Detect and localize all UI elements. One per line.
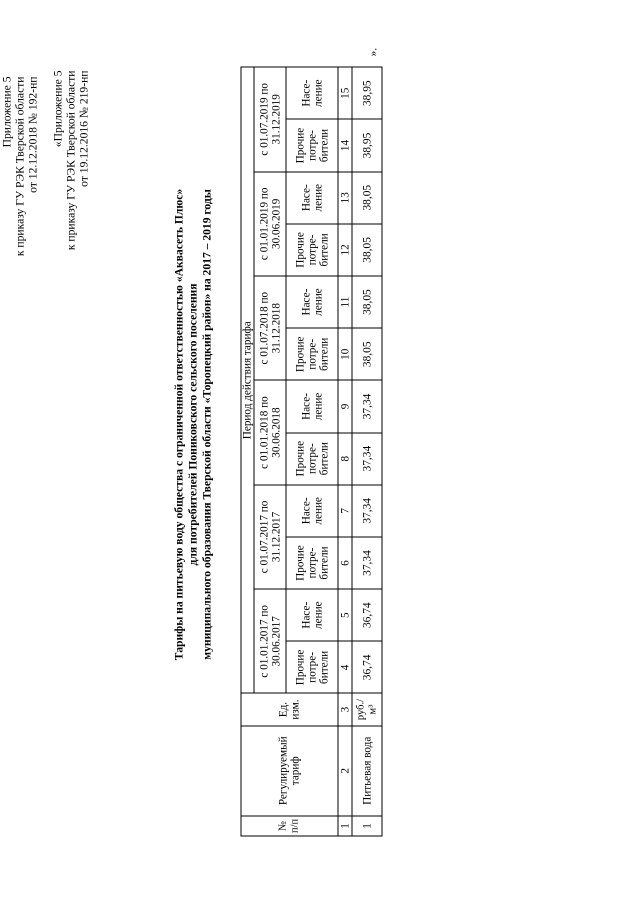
tariff-value: 38,05 (352, 276, 382, 328)
header-tariff: Регулируемый тариф (241, 725, 338, 815)
title-line: Тарифы на питьевую воду общества с ограниченной ответственностью «Аквасеть Плюс» (172, 188, 185, 660)
column-number: 15 (338, 67, 352, 119)
appendix-header-new (0, 76, 39, 304)
column-number: 11 (338, 276, 352, 328)
column-number: 7 (338, 484, 352, 536)
appendix-line: к приказу ГУ РЭК Тверской области (13, 76, 26, 256)
column-number: 12 (338, 223, 352, 275)
consumer-other-cell: Прочие потре-бители (286, 223, 338, 275)
table-header-row (241, 67, 254, 836)
column-number: 3 (338, 693, 352, 725)
row-tariff: Питьевая вода (352, 725, 382, 815)
appendix-header-old (51, 70, 90, 304)
column-number: 6 (338, 536, 352, 588)
period-cell: с 01.01.2018 по 30.06.2018 (254, 380, 286, 484)
period-cell: с 01.07.2018 по 31.12.2018 (254, 276, 286, 380)
appendix-line: от 19.12.2016 № 219-нп (77, 70, 90, 187)
period-cell: с 01.01.2017 по 30.06.2017 (254, 589, 286, 693)
closing-quote: ». (366, 47, 379, 56)
consumer-population-cell: Насе-ление (286, 380, 338, 432)
column-number: 10 (338, 328, 352, 380)
appendix-line: Приложение 5 (0, 76, 13, 147)
consumer-population-cell: Насе-ление (286, 67, 338, 119)
appendix-line: к приказу ГУ РЭК Тверской области (64, 70, 77, 250)
tariff-value: 38,05 (352, 328, 382, 380)
tariff-value: 36,74 (352, 589, 382, 641)
period-cell: с 01.01.2019 по 30.06.2019 (254, 171, 286, 275)
tariff-value: 38,05 (352, 223, 382, 275)
consumer-population-cell: Насе-ление (286, 484, 338, 536)
row-number: 1 (352, 815, 382, 835)
tariff-value: 36,74 (352, 641, 382, 693)
period-cell: с 01.07.2019 по 31.12.2019 (254, 67, 286, 172)
header-number: № п/п (241, 815, 338, 835)
appendix-line: «Приложение 5 (51, 70, 64, 147)
tariff-value: 38,95 (352, 119, 382, 171)
tariff-value: 38,95 (352, 67, 382, 119)
column-number: 1 (338, 815, 352, 835)
consumer-other-cell: Прочие потре-бители (286, 536, 338, 588)
tariff-value: 37,34 (352, 380, 382, 432)
consumer-other-cell: Прочие потре-бители (286, 641, 338, 693)
column-number: 14 (338, 119, 352, 171)
column-number: 4 (338, 641, 352, 693)
column-number: 8 (338, 432, 352, 484)
appendix-line: от 12.12.2018 № 192-нп (26, 76, 39, 193)
column-number: 5 (338, 589, 352, 641)
tariff-value: 37,34 (352, 484, 382, 536)
tariff-value: 38,05 (352, 171, 382, 223)
column-number: 9 (338, 380, 352, 432)
title-line: муниципального образования Тверской области «Торопецкий район» на 2017 – 2019 годы (200, 188, 213, 660)
consumer-other-cell: Прочие потре-бители (286, 119, 338, 171)
row-unit: руб./м³ (352, 693, 382, 725)
consumer-population-cell: Насе-ление (286, 171, 338, 223)
consumer-population-cell: Насе-ление (286, 276, 338, 328)
column-number-row (338, 67, 352, 836)
column-number: 13 (338, 171, 352, 223)
consumer-population-cell: Насе-ление (286, 589, 338, 641)
header-unit: Ед. изм. (241, 693, 338, 725)
document-title (172, 74, 214, 774)
column-number: 2 (338, 725, 352, 815)
consumer-other-cell: Прочие потре-бители (286, 328, 338, 380)
header-period: Период действия тарифа (241, 67, 254, 694)
tariff-table (240, 66, 382, 836)
tariff-value: 37,34 (352, 536, 382, 588)
period-cell: с 01.07.2017 по 31.12.2017 (254, 484, 286, 588)
title-line: для потребителей Пониковского сельского поселения (186, 283, 199, 565)
consumer-other-cell: Прочие потре-бители (286, 432, 338, 484)
tariff-value: 37,34 (352, 432, 382, 484)
table-row (352, 67, 382, 836)
